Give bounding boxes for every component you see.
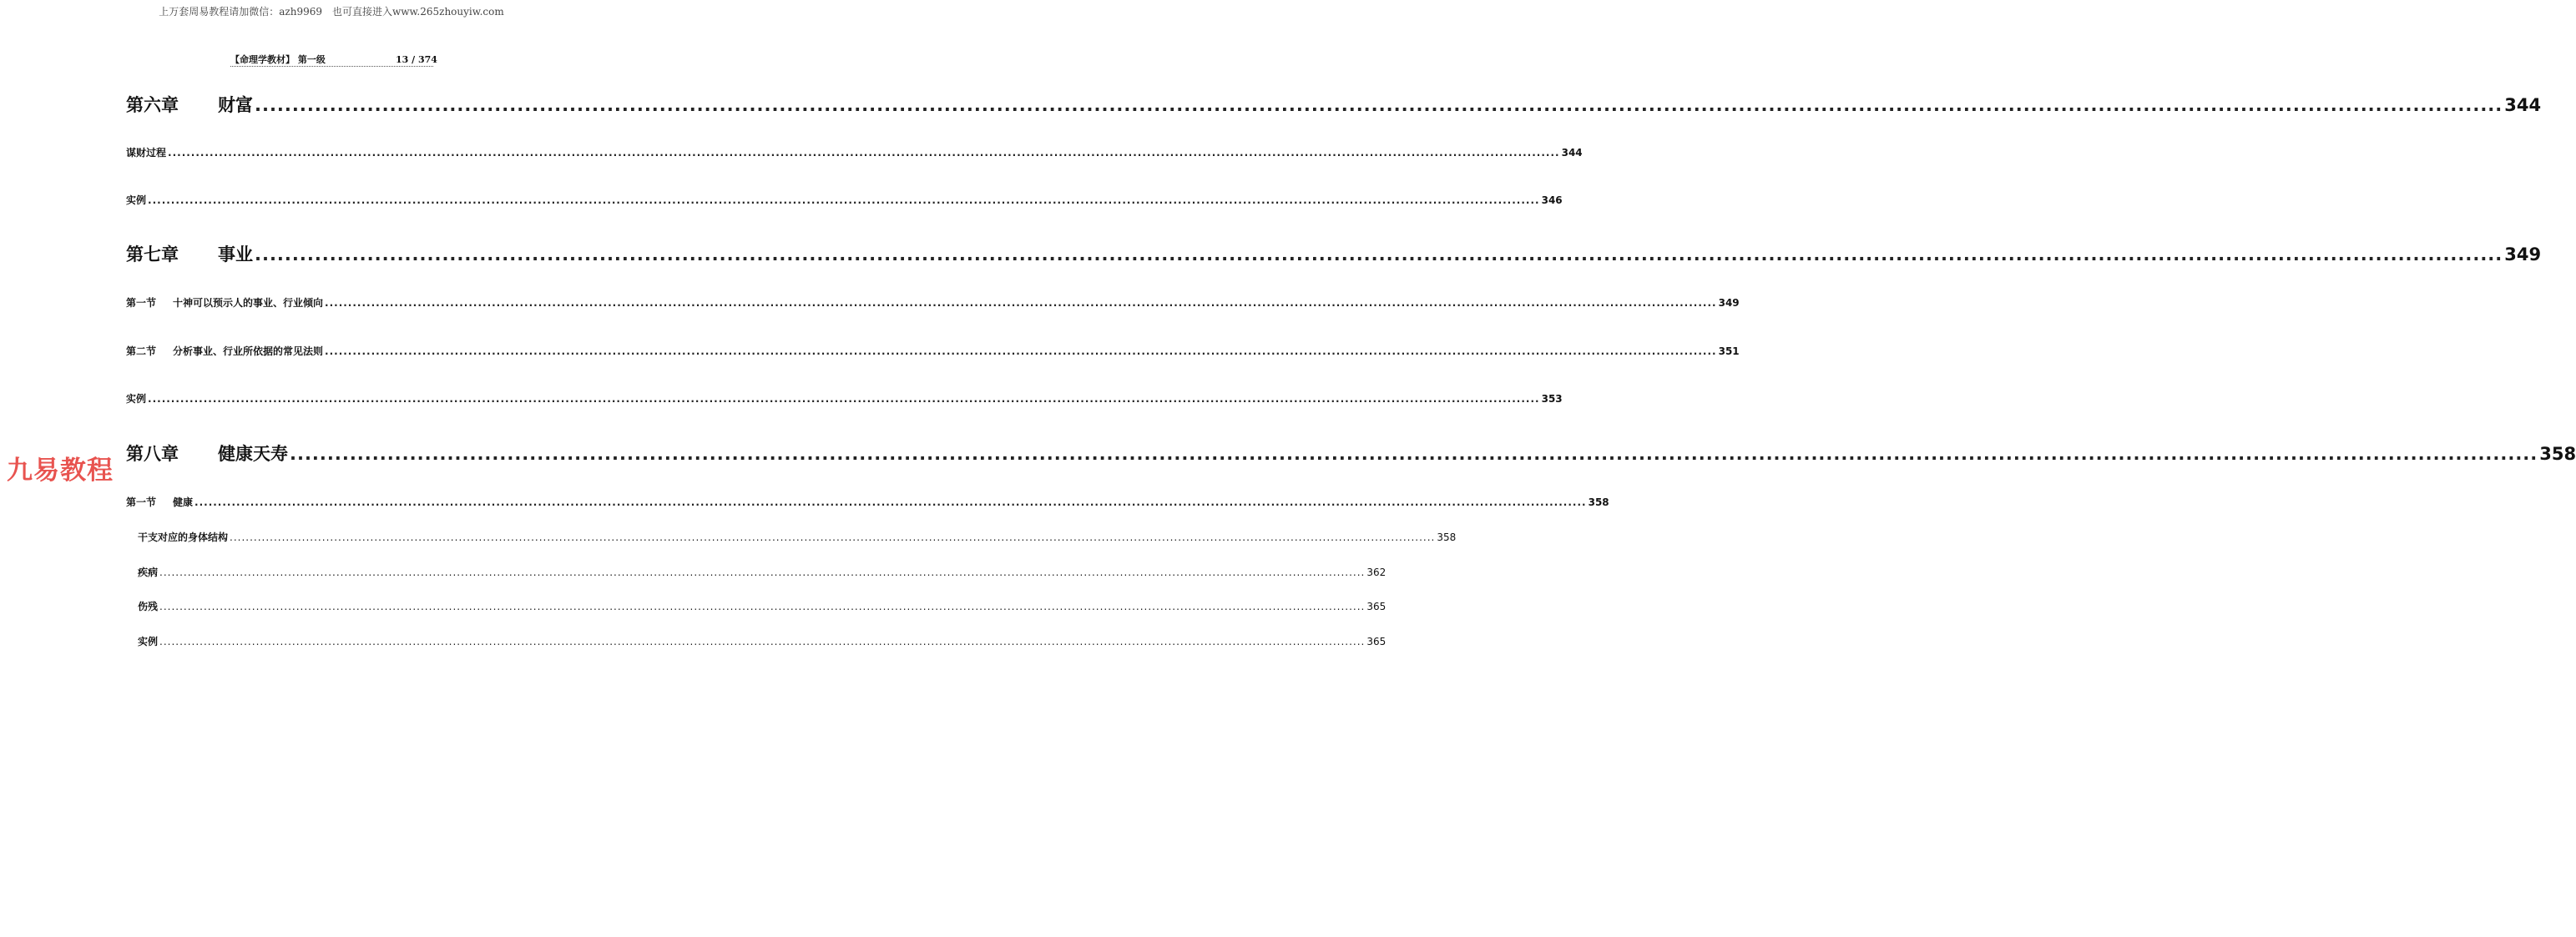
- toc-subentry-examples[interactable]: [138, 634, 1386, 648]
- leader-dots: ............................................................................................................................................................................................................................................................................................................: [148, 393, 1540, 405]
- page-number: 365: [1366, 601, 1386, 612]
- page-number: 358: [1588, 496, 1609, 508]
- page-number: 358: [1437, 531, 1457, 543]
- leader-dots: ............................................................................................................................................................................................................................................................................................................: [290, 444, 2538, 464]
- subentry-title: 实例: [138, 636, 159, 647]
- subentry-title: 伤残: [138, 601, 159, 612]
- leader-dots: ............................................................................................................................................................................................................................................................................................................: [159, 636, 1366, 647]
- running-header-title: 【命理学教材】 第一级: [230, 54, 326, 65]
- page-number: 362: [1366, 567, 1386, 578]
- section-number: 第一节: [126, 297, 157, 309]
- top-banner: 上万套周易教程请加微信：azh9969 也可直接进入www.265zhouyiw.com: [159, 6, 504, 18]
- chapter-number: 第七章: [126, 244, 179, 264]
- entry-title: 谋财过程: [126, 147, 167, 159]
- chapter-number: 第六章: [126, 95, 179, 115]
- toc-entry-examples-ch6[interactable]: [126, 193, 1563, 207]
- toc-chapter-6[interactable]: [126, 92, 2542, 117]
- subentry-title: 疾病: [138, 567, 159, 578]
- page-number: 344: [1561, 147, 1583, 159]
- leader-dots: ............................................................................................................................................................................................................................................................................................................: [325, 297, 1717, 309]
- toc-section-7-2[interactable]: [126, 344, 1740, 358]
- toc-subentry-body-structure[interactable]: [138, 530, 1457, 544]
- chapter-number: 第八章: [126, 444, 179, 464]
- leader-dots: ............................................................................................................................................................................................................................................................................................................: [194, 496, 1587, 508]
- leader-dots: ............................................................................................................................................................................................................................................................................................................: [230, 531, 1436, 543]
- leader-dots: ............................................................................................................................................................................................................................................................................................................: [168, 147, 1560, 159]
- section-number: 第一节: [126, 496, 157, 508]
- leader-dots: ............................................................................................................................................................................................................................................................................................................: [255, 95, 2503, 115]
- running-header: [230, 54, 437, 67]
- section-number: 第二节: [126, 345, 157, 357]
- section-title: 十神可以预示人的事业、行业倾向: [173, 297, 324, 309]
- toc-subentry-disease[interactable]: [138, 565, 1386, 579]
- toc-chapter-8[interactable]: [126, 441, 2576, 466]
- leader-dots: ............................................................................................................................................................................................................................................................................................................: [159, 567, 1366, 578]
- subentry-title: 干支对应的身体结构: [138, 531, 229, 543]
- page-number: 346: [1541, 194, 1563, 206]
- chapter-title: 财富: [218, 95, 253, 115]
- entry-title: 实例: [126, 194, 147, 206]
- leader-dots: ............................................................................................................................................................................................................................................................................................................: [325, 345, 1717, 357]
- chapter-title: 健康天寿: [218, 444, 288, 464]
- page-number: 349: [1718, 297, 1740, 309]
- page-number: 344: [2504, 95, 2542, 115]
- leader-dots: ............................................................................................................................................................................................................................................................................................................: [148, 194, 1540, 206]
- toc-entry-wealth-process[interactable]: [126, 145, 1583, 159]
- toc-subentry-injury[interactable]: [138, 599, 1386, 613]
- page-number: 351: [1718, 345, 1740, 357]
- toc-section-7-1[interactable]: [126, 295, 1740, 310]
- toc-entry-examples-ch7[interactable]: [126, 391, 1563, 406]
- leader-dots: ............................................................................................................................................................................................................................................................................................................: [255, 244, 2503, 264]
- toc-chapter-7[interactable]: [126, 241, 2542, 266]
- chapter-title: 事业: [218, 244, 253, 264]
- section-title: 健康: [173, 496, 194, 508]
- page-number: 365: [1366, 636, 1386, 647]
- watermark-logo: 九易教程: [7, 456, 114, 486]
- toc-section-8-1[interactable]: [126, 495, 1609, 509]
- entry-title: 实例: [126, 393, 147, 405]
- page-number: 349: [2504, 244, 2542, 264]
- running-header-page: 13 / 374: [396, 54, 437, 65]
- section-title: 分析事业、行业所依据的常见法则: [173, 345, 324, 357]
- page-number: 358: [2539, 444, 2576, 464]
- leader-dots: ............................................................................................................................................................................................................................................................................................................: [159, 601, 1366, 612]
- page-number: 353: [1541, 393, 1563, 405]
